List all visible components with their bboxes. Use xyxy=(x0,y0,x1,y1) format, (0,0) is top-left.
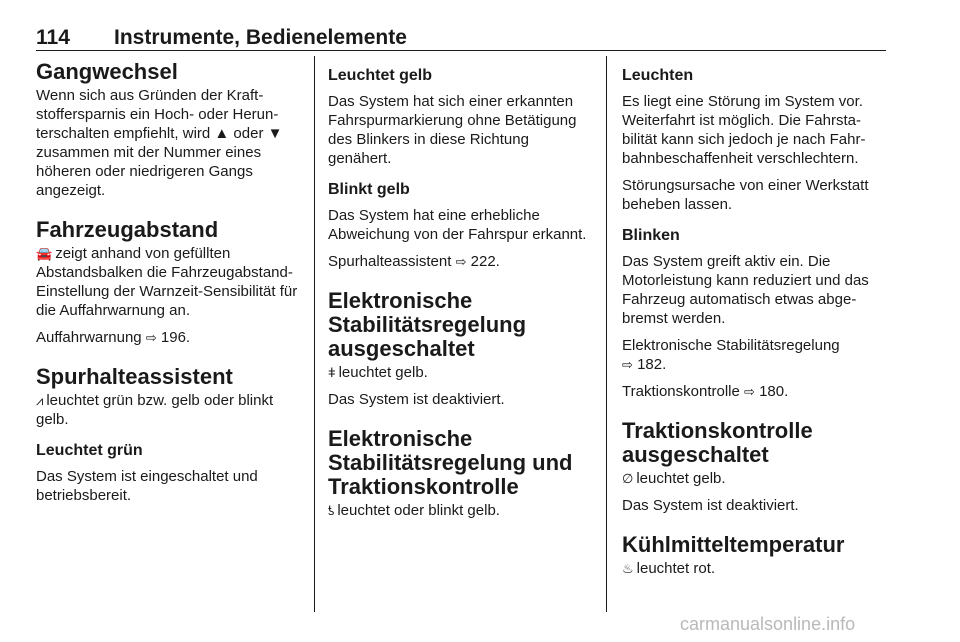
heading-spurhalteassistent: Spurhalteassistent xyxy=(36,364,233,389)
column-divider-1 xyxy=(314,56,315,612)
watermark: carmanualsonline.info xyxy=(680,614,856,634)
ref-traktionskontrolle[interactable]: Traktionskontrolle ⇨ 180. xyxy=(622,383,789,400)
ref-spurhalteassistent[interactable]: Spurhalteassistent ⇨ 222. xyxy=(328,253,500,270)
text-blinken: Das System greift aktiv ein. Die Motorleistung kann reduziert und das Fahrzeug automatisch etwas abgebremst werden. xyxy=(622,253,869,327)
coolant-icon: ♨ xyxy=(622,561,634,576)
subheading-blinkt-gelb: Blinkt gelb xyxy=(328,181,410,198)
text-kuehlmittel: ♨ leuchtet rot. xyxy=(622,560,716,577)
column-3 xyxy=(622,60,890,586)
column-1 xyxy=(36,60,304,513)
ref-auffahrwarnung[interactable]: Auffahrwarnung ⇨ 196. xyxy=(36,329,191,346)
heading-fahrzeugabstand: Fahrzeugabstand xyxy=(36,217,219,242)
heading-gangwechsel: Gangwechsel xyxy=(36,59,178,84)
distance-icon: 🚘 xyxy=(36,246,53,261)
page-ref-icon: ⇨ xyxy=(744,384,755,399)
column-2 xyxy=(328,60,596,528)
subheading-leuchten: Leuchten xyxy=(622,67,694,84)
lane-assist-icon: ⩘ xyxy=(36,393,44,408)
subheading-leuchtet-gruen: Leuchtet grün xyxy=(36,442,143,459)
page-number: 114 xyxy=(36,26,70,49)
text-esp-ausgeschaltet-2: Das System ist deaktiviert. xyxy=(328,391,505,408)
tc-off-icon: ∅ xyxy=(622,471,634,486)
text-esp-ausgeschaltet-1: ǂ leuchtet gelb. xyxy=(328,364,428,381)
esp-off-icon: ǂ xyxy=(328,365,336,380)
header-rule xyxy=(36,50,886,51)
text-spurhalteassistent: ⩘ leuchtet grün bzw. gelb oder blinkt gelb. xyxy=(36,392,274,428)
text-tc-aus-1: ∅ leuchtet gelb. xyxy=(622,470,726,487)
text-blinkt-gelb: Das System hat eine erhebliche Abweichung von der Fahrspur erkannt. xyxy=(328,207,587,243)
text-leuchten-2: Störungsursache von einer Werkstatt beheben lassen. xyxy=(622,177,869,213)
page-ref-icon: ⇨ xyxy=(145,330,157,345)
text-leuchtet-gelb: Das System hat sich einer erkannten Fahrspurmarkierung ohne Betätigung des Blinkers in diese Richtung genähert. xyxy=(328,93,577,167)
column-divider-2 xyxy=(606,56,607,612)
heading-traktionskontrolle-aus: Traktionskontrolle ausgeschaltet xyxy=(622,418,813,467)
page-ref-icon: ⇨ xyxy=(455,254,467,269)
esp-icon: ƾ xyxy=(328,503,335,518)
subheading-blinken: Blinken xyxy=(622,227,680,244)
page-header xyxy=(36,26,886,52)
heading-esp-ausgeschaltet: Elektronische Stabilitätsregelung ausgeschaltet xyxy=(328,288,527,361)
text-gangwechsel: Wenn sich aus Gründen der Kraftstoffersparnis ein Hoch- oder Herunterschalten empfiehlt, wird ▲ oder ▼ zusammen mit der Nummer eines höheren oder niedrigeren Gangs angezeigt. xyxy=(36,87,283,199)
text-fahrzeugabstand: 🚘 zeigt anhand von gefüllten Abstandsbalken die Fahrzeugabstand-Einstellung der Warnzeit-Sensibilität für die Auffahrwarnung an. xyxy=(36,245,298,319)
ref-esp[interactable]: Elektronische Stabilitätsregelung ⇨ 182. xyxy=(622,337,840,373)
heading-esp-traktionskontrolle: Elektronische Stabilitätsregelung und Traktionskontrolle xyxy=(328,426,573,499)
header-title: Instrumente, Bedienelemente xyxy=(114,26,407,49)
heading-kuehlmitteltemperatur: Kühlmitteltemperatur xyxy=(622,532,845,557)
text-esp-traktionskontrolle: ƾ leuchtet oder blinkt gelb. xyxy=(328,502,500,519)
text-tc-aus-2: Das System ist deaktiviert. xyxy=(622,497,799,514)
page-ref-icon: ⇨ xyxy=(622,357,633,372)
text-leuchten-1: Es liegt eine Störung im System vor. Weiterfahrt ist möglich. Die Fahrstabilität kann sich jedoch je nach Fahrbahnbeschaffenheit verschlechtern. xyxy=(622,93,866,167)
subheading-leuchtet-gelb: Leuchtet gelb xyxy=(328,67,433,84)
text-leuchtet-gruen: Das System ist eingeschaltet und betriebsbereit. xyxy=(36,468,258,504)
